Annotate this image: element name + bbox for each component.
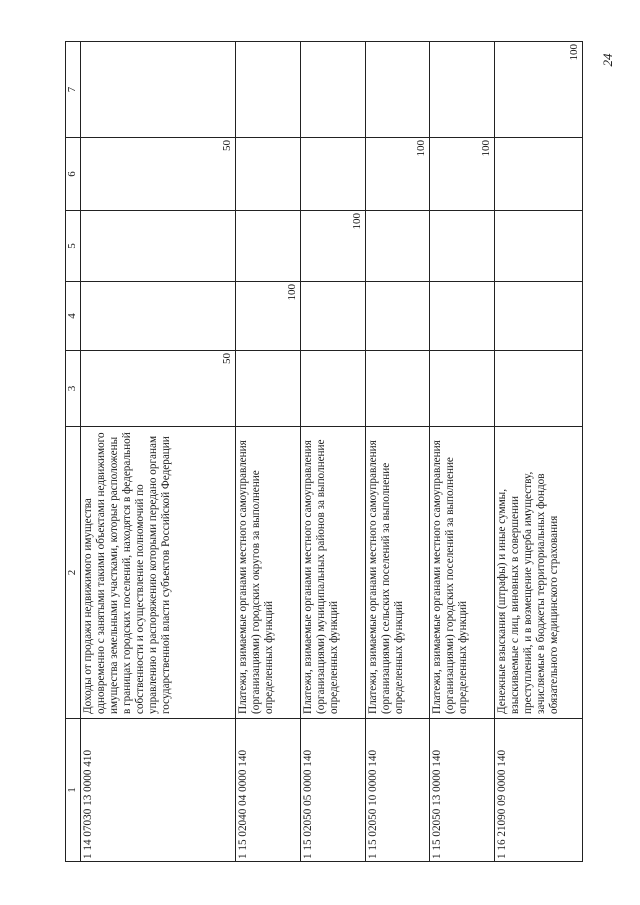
value-cell	[495, 211, 583, 282]
value-cell: 100	[365, 138, 430, 211]
value-cell	[365, 211, 430, 282]
table-row	[430, 42, 495, 862]
value-cell	[81, 282, 236, 351]
column-header: 5	[66, 211, 81, 282]
budget-code-cell: 1 16 21090 09 0000 140	[495, 719, 583, 862]
revenue-name-cell: Доходы от продажи недвижимого имущества одновременно с занятыми такими объектами недвижимого имущества земельными участками, которые расположены в границах городских поселений, находятся в федеральной собственности и осуществление полномочий по управлению и распоряжению которыми передано органам государственной власти субъектов Российской Федерации	[81, 427, 236, 719]
budget-revenue-table	[65, 41, 583, 862]
value-cell	[365, 351, 430, 427]
rotated-table-container	[65, 42, 583, 862]
value-cell	[495, 282, 583, 351]
table-row	[300, 42, 365, 862]
value-cell	[235, 42, 300, 138]
table-row	[235, 42, 300, 862]
table-row	[81, 42, 236, 862]
value-cell: 100	[300, 211, 365, 282]
value-cell	[300, 138, 365, 211]
table-row	[365, 42, 430, 862]
table-row	[495, 42, 583, 862]
value-cell	[300, 282, 365, 351]
value-cell	[495, 351, 583, 427]
value-cell: 100	[235, 282, 300, 351]
value-cell	[81, 42, 236, 138]
value-cell: 50	[81, 138, 236, 211]
column-header: 3	[66, 351, 81, 427]
revenue-name-cell: Денежные взыскания (штрафы) и иные суммы, взыскиваемые с лиц, виновных в совершении преступлений, и в возмещение ущерба имуществу, зачисляемые в бюджеты территориальных фондов обязательного медицинского страхования	[495, 427, 583, 719]
column-header: 4	[66, 282, 81, 351]
value-cell	[365, 42, 430, 138]
revenue-name-cell: Платежи, взимаемые органами местного самоуправления (организациями) сельских поселений за выполнение определенных функций	[365, 427, 430, 719]
value-cell	[430, 42, 495, 138]
value-cell	[235, 351, 300, 427]
value-cell	[430, 211, 495, 282]
budget-code-cell: 1 15 02050 05 0000 140	[300, 719, 365, 862]
value-cell	[235, 211, 300, 282]
budget-code-cell: 1 15 02050 13 0000 140	[430, 719, 495, 862]
page-number: 24	[600, 53, 615, 67]
value-cell	[81, 211, 236, 282]
value-cell: 100	[495, 42, 583, 138]
column-header: 1	[66, 719, 81, 862]
column-header: 6	[66, 138, 81, 211]
revenue-name-cell: Платежи, взимаемые органами местного самоуправления (организациями) муниципальных районов за выполнение определенных функций	[300, 427, 365, 719]
budget-code-cell: 1 14 07030 13 0000 410	[81, 719, 236, 862]
revenue-name-cell: Платежи, взимаемые органами местного самоуправления (организациями) городских округов за выполнение определенных функций	[235, 427, 300, 719]
value-cell	[235, 138, 300, 211]
value-cell	[495, 138, 583, 211]
revenue-name-cell: Платежи, взимаемые органами местного самоуправления (организациями) городских поселений за выполнение определенных функций	[430, 427, 495, 719]
table-header-row	[66, 42, 81, 862]
value-cell	[430, 282, 495, 351]
column-header: 7	[66, 42, 81, 138]
value-cell: 50	[81, 351, 236, 427]
value-cell: 100	[430, 138, 495, 211]
column-header: 2	[66, 427, 81, 719]
value-cell	[300, 42, 365, 138]
budget-code-cell: 1 15 02050 10 0000 140	[365, 719, 430, 862]
budget-code-cell: 1 15 02040 04 0000 140	[235, 719, 300, 862]
value-cell	[430, 351, 495, 427]
value-cell	[365, 282, 430, 351]
value-cell	[300, 351, 365, 427]
